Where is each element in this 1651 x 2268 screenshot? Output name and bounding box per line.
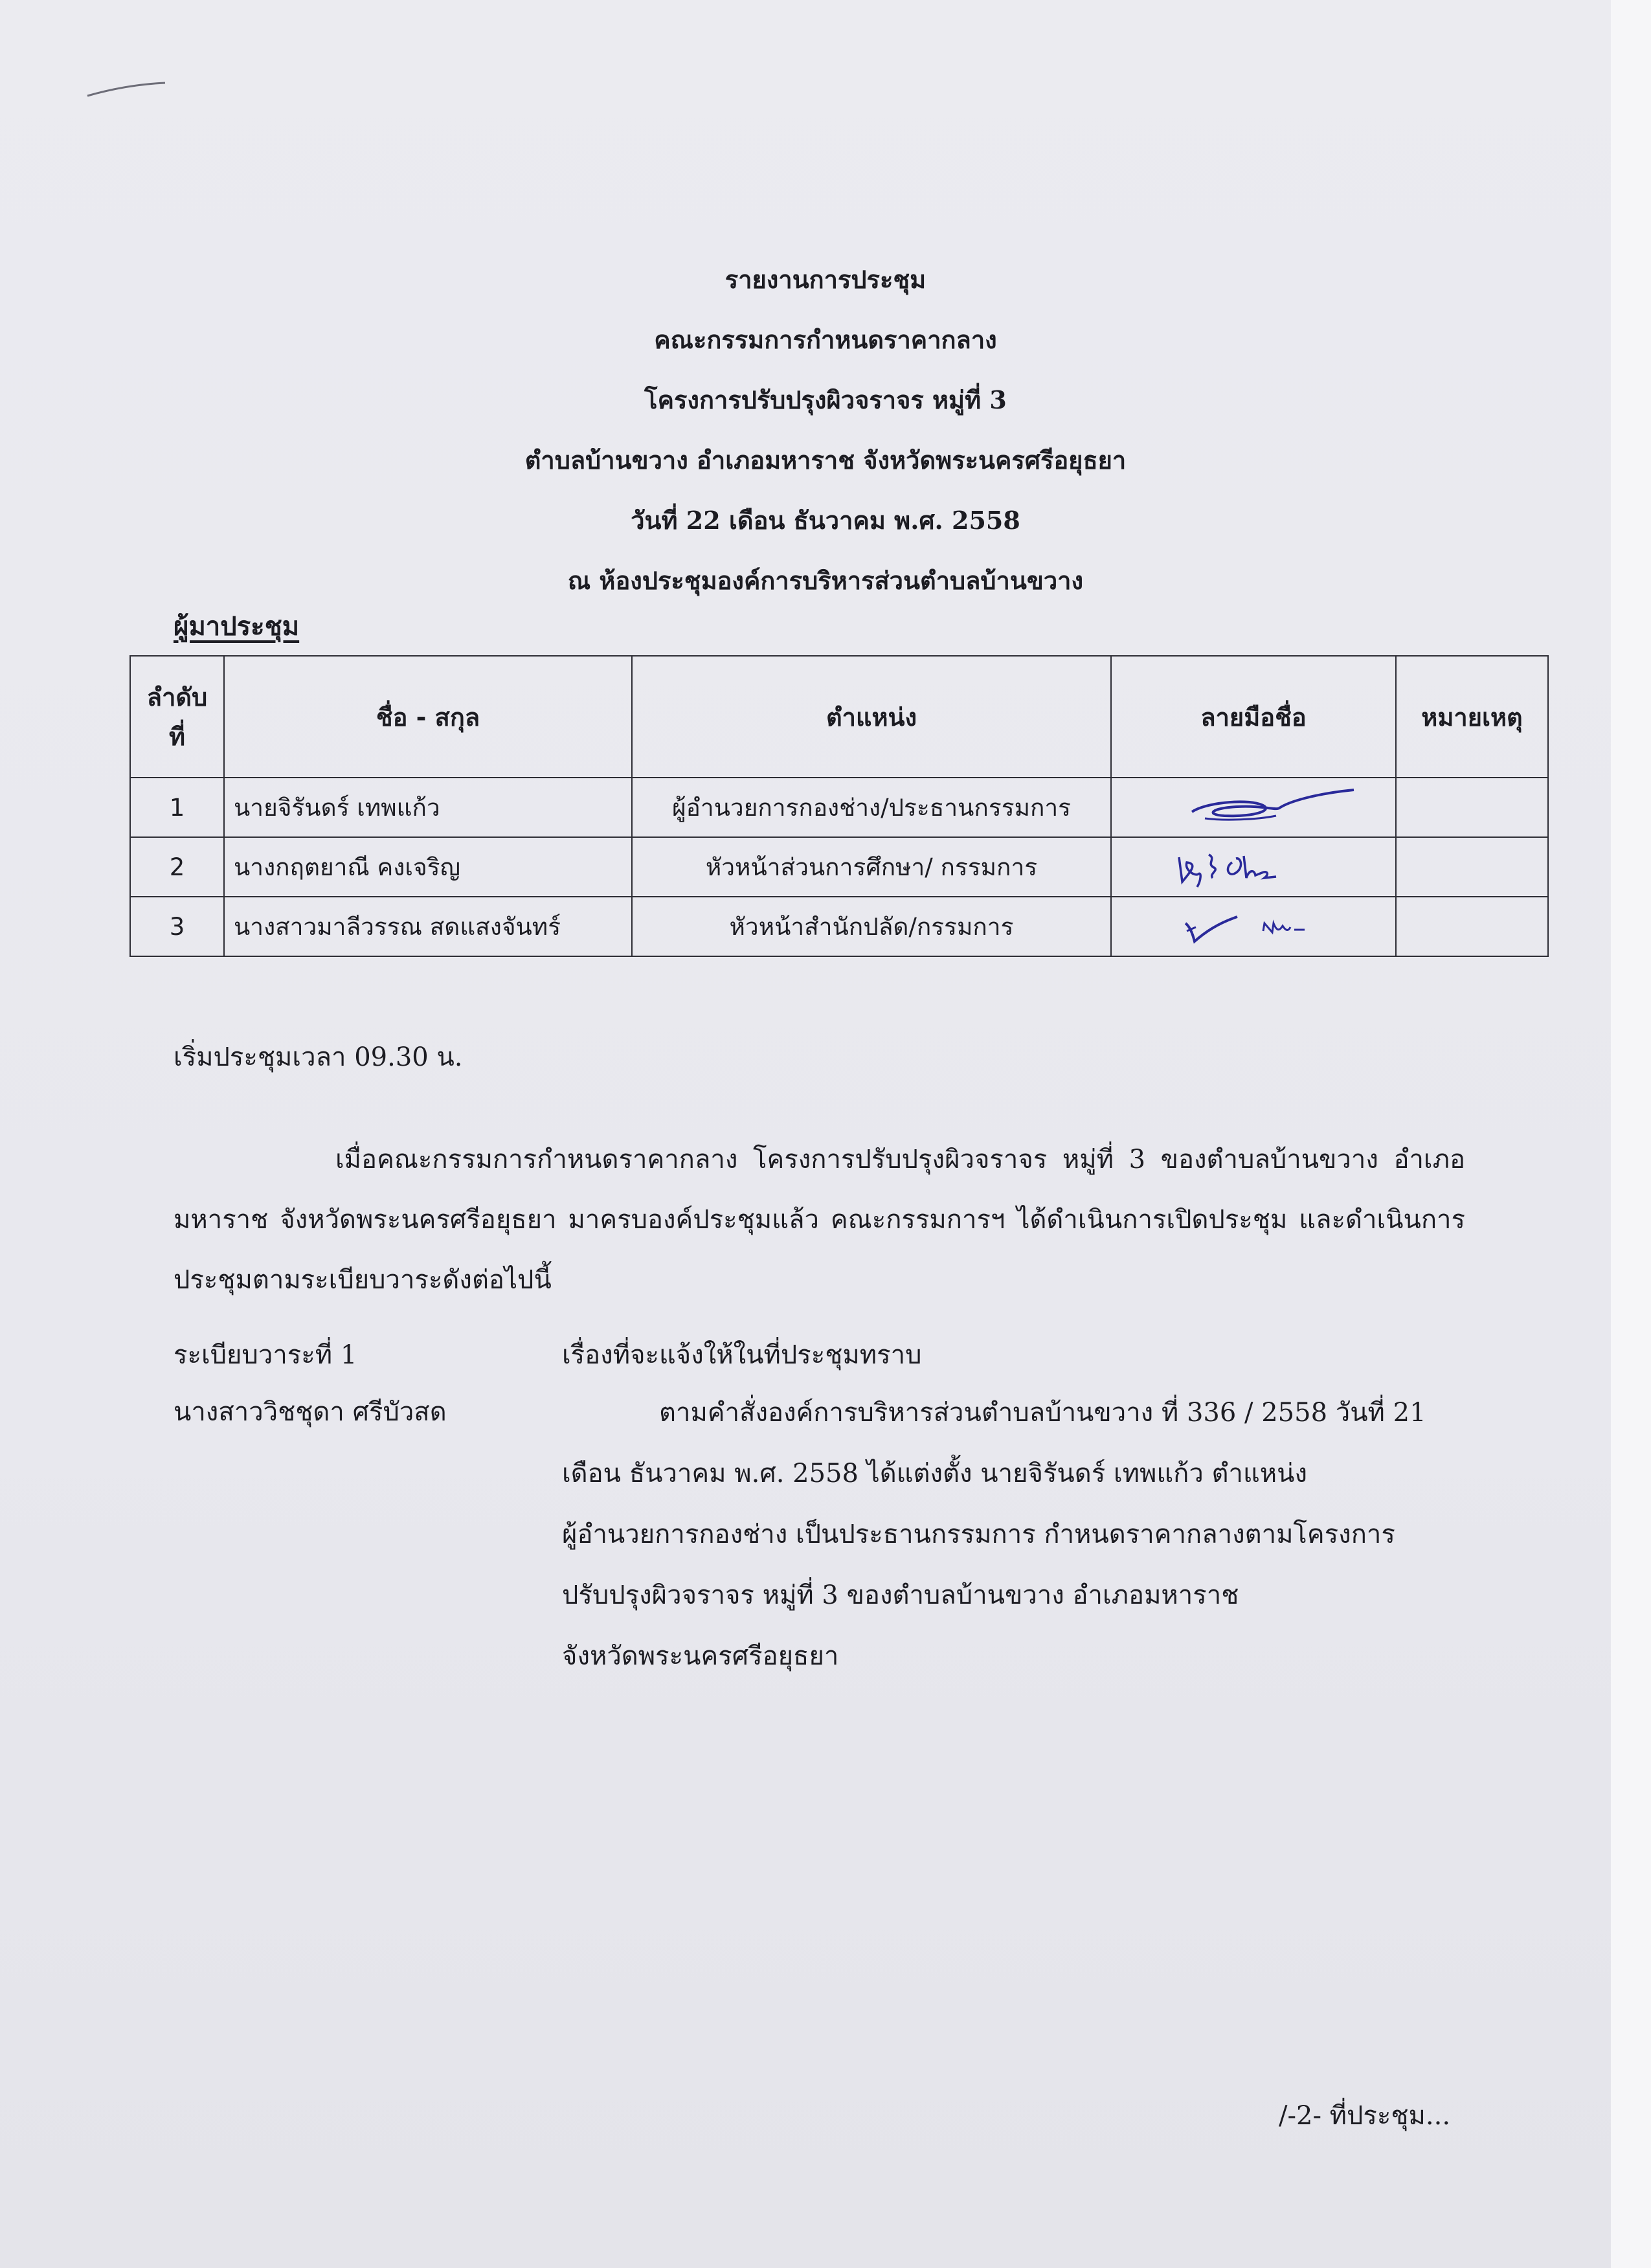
row-no: 3 xyxy=(130,897,224,956)
signature-2 xyxy=(1147,844,1360,890)
intro-text: เมื่อคณะกรรมการกำหนดราคากลาง โครงการปรับปรุงผิวจราจร หมู่ที่ 3 ของตำบลบ้านขวาง อำเภอมหาราช จังหวัดพระนครศรีอยุธยา มาครบองค์ประชุมแล้ว คณะกรรมการฯ ได้ดำเนินการเปิดประชุม และดำเนินการประชุมตามระเบียบวาระดังต่อไปนี้ xyxy=(174,1145,1465,1295)
header-note: หมายเหตุ xyxy=(1396,656,1548,778)
row-note xyxy=(1396,897,1548,956)
agenda-body-line: ตามคำสั่งองค์การบริหารส่วนตำบลบ้านขวาง ที่ 336 / 2558 วันที่ 21 xyxy=(659,1398,1426,1428)
header-position: ตำแหน่ง xyxy=(632,656,1111,778)
table-row xyxy=(130,778,1548,837)
agenda-body-line: จังหวัดพระนครศรีอยุธยา xyxy=(562,1641,839,1671)
agenda-body xyxy=(562,1382,1468,1687)
project-name: โครงการปรับปรุงผิวจราจร หมู่ที่ 3 xyxy=(644,385,1007,414)
row-signature xyxy=(1111,897,1396,956)
location-line: ตำบลบ้านขวาง อำเภอมหาราช จังหวัดพระนครศรีอยุธยา xyxy=(524,445,1127,475)
row-note xyxy=(1396,778,1548,837)
agenda-body-line: ปรับปรุงผิวจราจร หมู่ที่ 3 ของตำบลบ้านขวาง อำเภอมหาราช xyxy=(562,1580,1239,1610)
scan-edge xyxy=(1611,0,1651,2268)
speaker-name: นางสาววิชชุดา ศรีบัวสด xyxy=(174,1397,447,1427)
meeting-venue: ณ ห้องประชุมองค์การบริหารส่วนตำบลบ้านขวาง xyxy=(567,566,1084,595)
committee-name: คณะกรรมการกำหนดราคากลาง xyxy=(654,325,997,354)
report-header xyxy=(0,249,1651,611)
table-header-row xyxy=(130,656,1548,778)
row-note xyxy=(1396,837,1548,897)
meeting-start-time: เริ่มประชุมเวลา 09.30 น. xyxy=(174,1042,463,1072)
agenda-body-line: เดือน ธันวาคม พ.ศ. 2558 ได้แต่งตั้ง นายจิรันดร์ เทพแก้ว ตำแหน่ง xyxy=(562,1459,1307,1488)
signature-1 xyxy=(1147,785,1360,830)
row-name: นางกฤตยาณี คงเจริญ xyxy=(224,837,632,897)
row-signature xyxy=(1111,778,1396,837)
row-position: หัวหน้าสำนักปลัด/กรรมการ xyxy=(632,897,1111,956)
signature-3 xyxy=(1147,904,1360,949)
header-signature: ลายมือชื่อ xyxy=(1111,656,1396,778)
attendees-heading: ผู้มาประชุม xyxy=(174,611,300,642)
next-page-marker: /-2- ที่ประชุม... xyxy=(1279,2101,1451,2131)
row-position: หัวหน้าส่วนการศึกษา/ กรรมการ xyxy=(632,837,1111,897)
row-name: นายจิรันดร์ เทพแก้ว xyxy=(224,778,632,837)
report-title: รายงานการประชุม xyxy=(724,265,927,294)
row-signature xyxy=(1111,837,1396,897)
header-no: ลำดับ ที่ xyxy=(130,656,224,778)
agenda-title: เรื่องที่จะแจ้งให้ในที่ประชุมทราบ xyxy=(562,1340,922,1370)
table-row xyxy=(130,837,1548,897)
row-name: นางสาวมาลีวรรณ สดแสงจันทร์ xyxy=(224,897,632,956)
attendees-table xyxy=(129,655,1549,957)
agenda-body-line: ผู้อำนวยการกองช่าง เป็นประธานกรรมการ กำหนดราคากลางตามโครงการ xyxy=(562,1520,1395,1549)
agenda-label: ระเบียบวาระที่ 1 xyxy=(174,1340,357,1370)
row-no: 2 xyxy=(130,837,224,897)
table-row xyxy=(130,897,1548,956)
row-position: ผู้อำนวยการกองช่าง/ประธานกรรมการ xyxy=(632,778,1111,837)
row-no: 1 xyxy=(130,778,224,837)
intro-paragraph xyxy=(174,1130,1465,1310)
header-name: ชื่อ - สกุล xyxy=(224,656,632,778)
pen-mark xyxy=(84,78,168,104)
meeting-date: วันที่ 22 เดือน ธันวาคม พ.ศ. 2558 xyxy=(631,506,1020,535)
